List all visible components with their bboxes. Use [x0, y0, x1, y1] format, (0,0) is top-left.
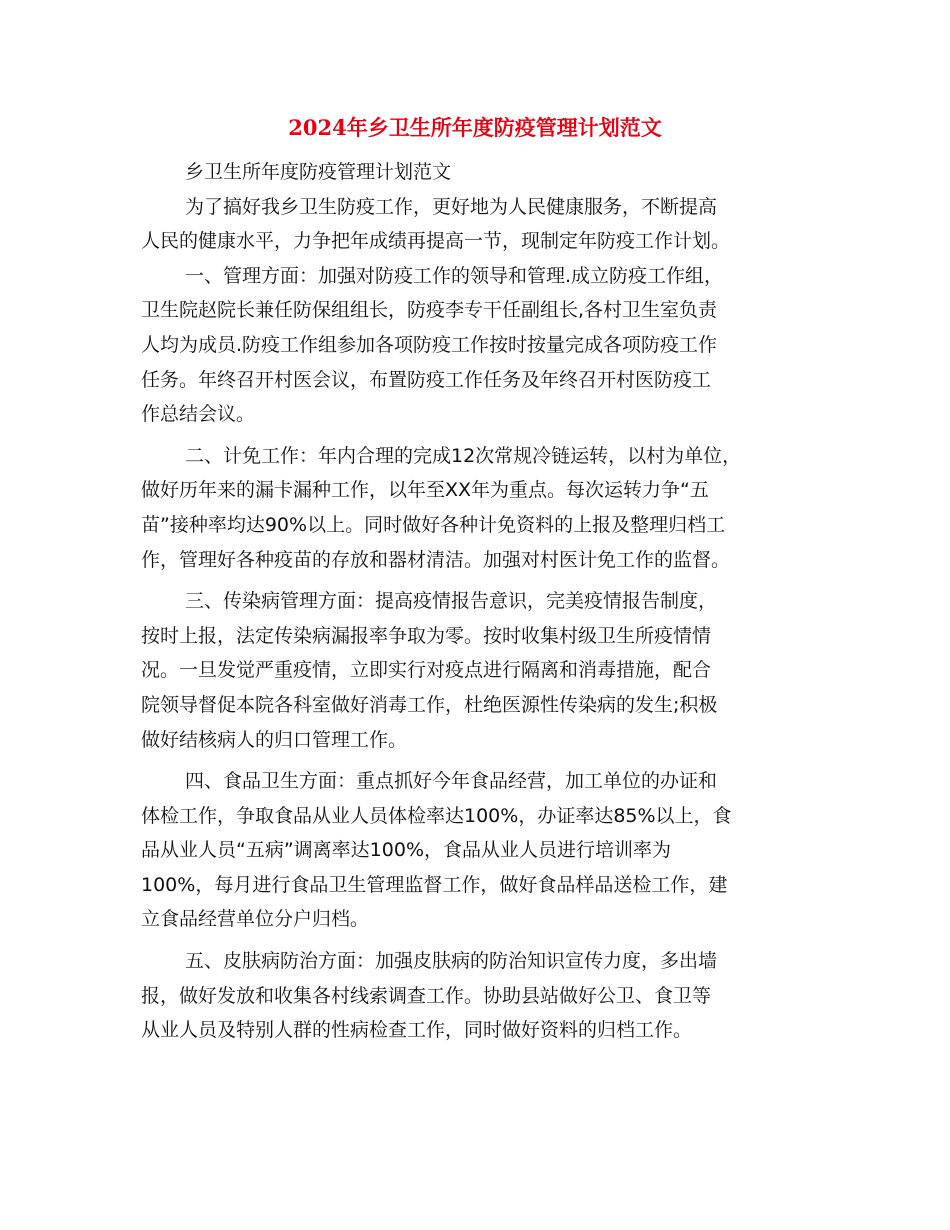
document-body	[141, 155, 821, 1048]
paragraph-intro-line: 人民的健康水平，力争把年成绩再提高一节，现制定年防疫工作计划。	[141, 230, 731, 253]
paragraph-infectious-line: 按时上报，法定传染病漏报率争取为零。按时收集村级卫生所疫情情	[141, 624, 712, 647]
doc-subtitle: 乡卫生所年度防疫管理计划范文	[185, 161, 452, 183]
paragraph-management-line: 一、管理方面：加强对防疫工作的领导和管理.成立防疫工作组，	[185, 264, 724, 287]
paragraph-management-line: 任务。年终召开村医会议，布置防疫工作任务及年终召开村医防疫工	[141, 368, 712, 391]
paragraph-management-line: 作总结会议。	[141, 403, 256, 426]
paragraph-infectious-line: 院领导督促本院各科室做好消毒工作，杜绝医源性传染病的发生;积极	[141, 693, 718, 716]
paragraph-food-line: 立食品经营单位分户归档。	[141, 908, 370, 931]
paragraph-skin-line: 从业人员及特别人群的性病检查工作，同时做好资料的归档工作。	[141, 1019, 693, 1042]
paragraph-immunization-line: 做好历年来的漏卡漏种工作，以年至XX年为重点。每次运转力争“五	[141, 479, 709, 502]
paragraph-management-line: 人均为成员.防疫工作组参加各项防疫工作按时按量完成各项防疫工作	[141, 333, 718, 356]
paragraph-immunization-line: 二、计免工作：年内合理的完成12次常规冷链运转，以村为单位，	[185, 444, 742, 467]
paragraph-infectious-line: 况。一旦发觉严重疫情，立即实行对疫点进行隔离和消毒措施，配合	[141, 659, 712, 682]
paragraph-skin-line: 报，做好发放和收集各村线索调查工作。协助县站做好公卫、食卫等	[141, 984, 712, 1007]
paragraph-food-line: 品从业人员“五病”调离率达100%，食品从业人员进行培训率为	[141, 839, 672, 862]
paragraph-immunization-line: 苗”接种率均达90%以上。同时做好各种计免资料的上报及整理归档工	[141, 513, 726, 536]
paragraph-infectious-line: 三、传染病管理方面：提高疫情报告意识，完美疫情报告制度，	[185, 590, 718, 613]
paragraph-infectious-line: 做好结核病人的归口管理工作。	[141, 728, 408, 751]
document-title: 2024年乡卫生所年度防疫管理计划范文	[288, 115, 662, 140]
paragraph-management-line: 卫生院赵院长兼任防保组组长，防疫李专干任副组长,各村卫生室负责	[141, 299, 718, 322]
paragraph-immunization-line: 作，管理好各种疫苗的存放和器材清洁。加强对村医计免工作的监督。	[141, 548, 731, 571]
paragraph-food-line: 体检工作，争取食品从业人员体检率达100%，办证率达85%以上，食	[141, 804, 732, 827]
paragraph-food-line: 100%，每月进行食品卫生管理监督工作，做好食品样品送检工作，建	[141, 873, 728, 896]
paragraph-skin-line: 五、皮肤病防治方面：加强皮肤病的防治知识宣传力度，多出墙	[185, 950, 718, 973]
paragraph-food-line: 四、食品卫生方面：重点抓好今年食品经营，加工单位的办证和	[185, 770, 718, 793]
paragraph-intro-line: 为了搞好我乡卫生防疫工作，更好地为人民健康服务，不断提高	[185, 195, 718, 218]
